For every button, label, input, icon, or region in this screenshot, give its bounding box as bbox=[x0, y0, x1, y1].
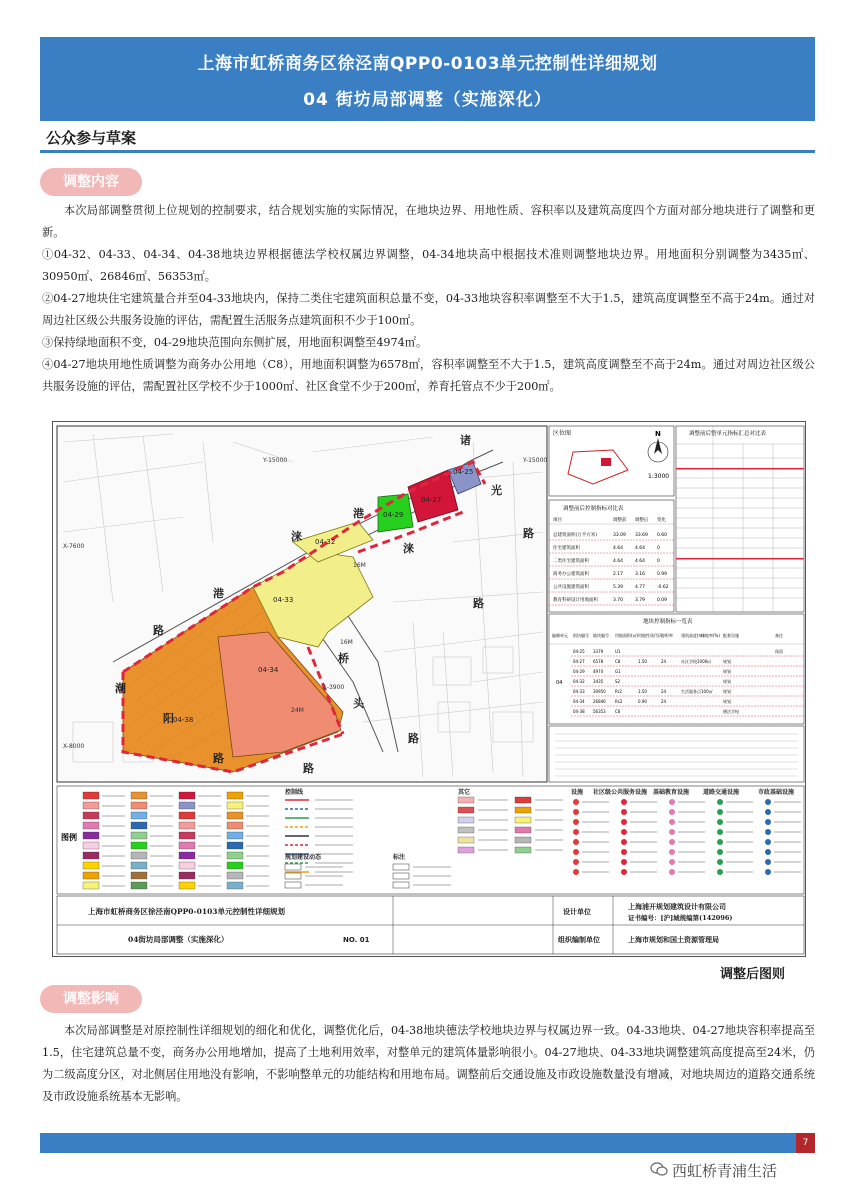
summary-cell: 0 bbox=[657, 546, 660, 551]
legend-swatch bbox=[83, 812, 99, 819]
legend-swatch bbox=[179, 812, 195, 819]
legend-group: 道路交通设施 bbox=[703, 789, 740, 796]
legend-facility-icon bbox=[669, 849, 675, 855]
notes-panel bbox=[549, 726, 804, 782]
plan-drawing bbox=[53, 422, 806, 957]
legend-swatch bbox=[179, 822, 195, 829]
legend-group: 设施 bbox=[571, 789, 584, 796]
legend-swatch bbox=[227, 872, 243, 879]
legend-group: 规划建设动态 bbox=[285, 854, 322, 861]
legend-facility-icon bbox=[573, 839, 579, 845]
legend-facility-icon bbox=[717, 869, 723, 875]
parcel-label: 04-38 bbox=[173, 716, 194, 724]
adjustment-item-3: ③保持绿地面积不变，04-29地块范围向东侧扩展，用地面积调整至4974㎡。 bbox=[42, 336, 428, 349]
control-title: 地块控制指标一览表 bbox=[643, 619, 693, 625]
control-header-cell: 用地面积(㎡) bbox=[615, 633, 639, 638]
summary-cell: 3.16 bbox=[635, 572, 646, 577]
control-header-cell: 用地性质代码 bbox=[638, 633, 662, 638]
road-label: 港 bbox=[213, 587, 224, 600]
control-cell: 德法学校 bbox=[723, 709, 739, 714]
legend-facility-icon bbox=[669, 819, 675, 825]
legend-swatch bbox=[131, 872, 147, 879]
scale-label: 1:3000 bbox=[648, 473, 670, 480]
summary-header-cell: 变化 bbox=[657, 518, 666, 523]
road-label: 光 bbox=[491, 484, 502, 497]
legend-swatch bbox=[131, 792, 147, 799]
stage-divider bbox=[40, 150, 815, 153]
legend-swatch bbox=[179, 862, 195, 869]
tb-sheet: 04街坊局部调整（实施深化） bbox=[128, 935, 229, 944]
control-cell: 3379 bbox=[593, 649, 604, 654]
control-cell: C8 bbox=[615, 659, 621, 664]
summary-cell: 住宅建筑面积 bbox=[553, 546, 580, 551]
legend-swatch bbox=[131, 822, 147, 829]
control-cell: 30950 bbox=[593, 689, 606, 694]
road-label: 潮 bbox=[115, 682, 126, 695]
control-cell: 0.90 bbox=[638, 699, 647, 704]
control-cell: S2 bbox=[615, 679, 621, 684]
control-cell: 生活服务点100㎡ bbox=[681, 689, 713, 694]
road-label: 路 bbox=[473, 597, 484, 610]
summary-cell: 33.69 bbox=[635, 533, 648, 538]
control-cell: 04-38 bbox=[573, 709, 585, 714]
parcel-label: 04-33 bbox=[273, 596, 294, 604]
coord-label: X-8000 bbox=[63, 743, 85, 750]
road-label: 路 bbox=[523, 527, 534, 540]
legend-swatch bbox=[179, 832, 195, 839]
adjustment-content bbox=[42, 200, 815, 398]
summary-cell: 4.64 bbox=[635, 559, 646, 564]
legend-facility-icon bbox=[765, 799, 771, 805]
legend-group: 市政基础设施 bbox=[758, 789, 795, 796]
adjustment-item-2: ②04-27地块住宅建筑量合并至04-33地块内，保持二类住宅建筑面积总量不变，04-33地块容积率调整至不大于1.5，建筑高度调整至不高于24m。通过对周边社区级公共服务设施的评估，需配置生活服务点建筑面积不少于100㎡。 bbox=[42, 292, 815, 327]
summary-cell: 3.70 bbox=[613, 598, 624, 603]
legend-facility-icon bbox=[573, 849, 579, 855]
wechat-icon bbox=[650, 1160, 668, 1178]
control-cell: 6578 bbox=[593, 659, 604, 664]
legend-swatch bbox=[83, 852, 99, 859]
summary-cell: 4.64 bbox=[613, 559, 624, 564]
page-mark-text: 7 bbox=[802, 1138, 809, 1148]
legend-facility-icon bbox=[669, 829, 675, 835]
legend-facility-icon bbox=[669, 809, 675, 815]
summary-cell: 33.09 bbox=[613, 533, 626, 538]
summary-title: 调整前后控制指标对比表 bbox=[563, 506, 624, 512]
legend-group: 标注 bbox=[393, 854, 406, 861]
coord-label: 1-3900 bbox=[323, 684, 345, 691]
control-cell: 24 bbox=[661, 659, 667, 664]
legend-facility-icon bbox=[717, 799, 723, 805]
legend-swatch bbox=[83, 822, 99, 829]
title-line-2: 04 街坊局部调整（实施深化） bbox=[303, 90, 552, 110]
legend-swatch bbox=[83, 792, 99, 799]
legend-facility-icon bbox=[621, 869, 627, 875]
legend-swatch bbox=[83, 862, 99, 869]
legend-swatch bbox=[131, 802, 147, 809]
summary-cell: 2.17 bbox=[613, 572, 624, 577]
legend-swatch bbox=[227, 802, 243, 809]
legend-swatch bbox=[227, 832, 243, 839]
legend-facility-icon bbox=[717, 849, 723, 855]
legend-facility-icon bbox=[669, 839, 675, 845]
summary-cell: 4.64 bbox=[613, 546, 624, 551]
control-cell: 04-29 bbox=[573, 669, 585, 674]
control-cell: U1 bbox=[615, 649, 621, 654]
legend-facility-icon bbox=[669, 869, 675, 875]
legend-facility-icon bbox=[717, 829, 723, 835]
legend-facility-icon bbox=[621, 829, 627, 835]
control-cell: 24 bbox=[661, 699, 667, 704]
control-cell: 规划 bbox=[723, 689, 731, 694]
control-cell: 规划 bbox=[723, 659, 731, 664]
legend-label: 图例 bbox=[61, 833, 77, 842]
summary-cell: 4.77 bbox=[635, 585, 646, 590]
legend-facility-icon bbox=[621, 799, 627, 805]
legend-facility-icon bbox=[669, 799, 675, 805]
control-cell: 1.50 bbox=[638, 659, 647, 664]
control-cell: 04-33 bbox=[573, 689, 585, 694]
legend-swatch bbox=[83, 842, 99, 849]
adjustment-item-1: ①04-32、04-33、04-34、04-38地块边界根据德法学校权属边界调整，04-34地块高中根据技术准则调整地块边界。用地面积分别调整为3435㎡、30950㎡、26846㎡、56353㎡。 bbox=[42, 248, 815, 283]
control-header-cell: 绿地率(%) bbox=[701, 633, 720, 638]
legend-facility-icon bbox=[669, 859, 675, 865]
title-banner bbox=[40, 37, 815, 121]
road-label: 桥 bbox=[338, 652, 349, 665]
watermark: 西虹桥青浦生活 bbox=[672, 1162, 778, 1180]
control-cell: 规划 bbox=[723, 679, 731, 684]
parcel-label: 04-32 bbox=[315, 538, 336, 546]
summary-header-cell: 调整后 bbox=[635, 518, 649, 523]
control-cell: 26846 bbox=[593, 699, 606, 704]
index-table bbox=[676, 426, 804, 612]
control-cell: 04-25 bbox=[573, 649, 585, 654]
tb-license: 证书编号：[沪]城规编第(142096) bbox=[628, 914, 733, 922]
impact-paragraph: 本次局部调整是对原控制性详细规划的细化和优化，调整优化后，04-38地块德法学校地块边界与权属边界一致。04-33地块、04-27地块容积率提高至1.5，住宅建筑总量不变，商务办公用地增加，提高了土地利用效率，对整单元的建筑体量影响很小。04-27地块、04-33地块调整建筑高度提高至24米，仍为二级高度分区，对北侧居住用地没有影响，不影响整单元的功能结构和用地布局。调整前后交通设施及市政设施数量没有增减，对地块周边的道路交通系统及市政设施系统基本无影响。 bbox=[42, 1024, 815, 1103]
legend-swatch bbox=[131, 852, 147, 859]
summary-cell: 4.64 bbox=[635, 546, 646, 551]
legend-swatch bbox=[179, 852, 195, 859]
stage-label: 公众参与草案 bbox=[46, 129, 137, 147]
control-cell: 04-27 bbox=[573, 659, 585, 664]
legend-facility-icon bbox=[765, 849, 771, 855]
parcel-label: 04-34 bbox=[258, 666, 279, 674]
north-label: N bbox=[655, 430, 661, 438]
parcel-label: 04-27 bbox=[421, 496, 442, 504]
impact-content bbox=[42, 1020, 815, 1108]
legend-swatch bbox=[227, 812, 243, 819]
control-cell: 24 bbox=[661, 689, 667, 694]
control-cell: 保留 bbox=[775, 649, 783, 654]
section-label-adjustment: 调整内容 bbox=[40, 168, 142, 196]
legend-facility-icon bbox=[573, 819, 579, 825]
control-header-cell: 备注 bbox=[775, 633, 783, 638]
legend-facility-icon bbox=[621, 819, 627, 825]
legend-swatch bbox=[227, 842, 243, 849]
control-unit-cell: 04 bbox=[556, 680, 563, 686]
summary-cell: -0.62 bbox=[657, 585, 669, 590]
control-cell: 规划 bbox=[723, 699, 731, 704]
legend-swatch bbox=[179, 872, 195, 879]
legend-facility-icon bbox=[765, 839, 771, 845]
regulatory-plan-map bbox=[52, 421, 806, 957]
legend-facility-icon bbox=[717, 859, 723, 865]
locator-label: 区位图 bbox=[553, 430, 572, 437]
legend-swatch bbox=[131, 862, 147, 869]
legend-facility-icon bbox=[573, 799, 579, 805]
legend-swatch bbox=[179, 882, 195, 889]
legend-swatch bbox=[83, 832, 99, 839]
control-header-cell: 配套设施 bbox=[723, 633, 739, 638]
control-cell: G1 bbox=[615, 669, 621, 674]
legend-swatch bbox=[179, 802, 195, 809]
adjustment-intro: 本次局部调整贯彻上位规划的控制要求，结合规划实施的实际情况，在地块边界、用地性质、容积率以及建筑高度四个方面对部分地块进行了调整和更新。 bbox=[42, 204, 815, 239]
control-cell: 04-34 bbox=[573, 699, 585, 704]
legend-swatch bbox=[131, 882, 147, 889]
legend-facility-icon bbox=[573, 829, 579, 835]
legend-facility-icon bbox=[717, 809, 723, 815]
legend-group: 控制线 bbox=[285, 789, 304, 796]
coord-label: Y-15000 bbox=[263, 457, 288, 464]
legend-facility-icon bbox=[621, 849, 627, 855]
legend-swatch bbox=[83, 882, 99, 889]
parcel-label: 04-25 bbox=[453, 468, 474, 476]
control-cell: 1.50 bbox=[638, 689, 647, 694]
legend-swatch bbox=[227, 882, 243, 889]
legend-facility-icon bbox=[621, 859, 627, 865]
summary-cell: 0.09 bbox=[657, 598, 668, 603]
summary-cell: 0.99 bbox=[657, 572, 668, 577]
legend-facility-icon bbox=[573, 809, 579, 815]
legend-swatch bbox=[227, 822, 243, 829]
road-label: 阳 bbox=[163, 712, 174, 725]
summary-cell: 0 bbox=[657, 559, 660, 564]
title-line-1: 上海市虹桥商务区徐泾南QPP0-0103单元控制性详细规划 bbox=[197, 54, 658, 74]
legend-swatch bbox=[179, 792, 195, 799]
legend-facility-icon bbox=[573, 859, 579, 865]
legend-swatch bbox=[179, 842, 195, 849]
summary-cell: 教育科研设计用地面积 bbox=[553, 598, 598, 603]
legend-swatch bbox=[131, 812, 147, 819]
legend-swatch bbox=[83, 802, 99, 809]
summary-cell: 商务办公建筑面积 bbox=[553, 572, 589, 577]
legend-group: 社区级公共服务设施 bbox=[593, 789, 648, 796]
control-cell: 社区学校1000㎡ bbox=[681, 659, 712, 664]
control-header-cell: 建筑高度(m) bbox=[681, 633, 705, 638]
parcel-label: 04-29 bbox=[383, 511, 404, 519]
control-header-cell: 街坊编号 bbox=[573, 633, 589, 638]
road-label: 涞 bbox=[291, 530, 302, 543]
legend-facility-icon bbox=[765, 829, 771, 835]
control-header-cell: 编制单元 bbox=[552, 633, 568, 638]
summary-cell: 3.79 bbox=[635, 598, 646, 603]
legend-swatch bbox=[83, 872, 99, 879]
coord-label: X-7600 bbox=[63, 543, 85, 550]
legend-swatch bbox=[227, 862, 243, 869]
control-cell: C6 bbox=[615, 709, 621, 714]
legend-group: 其它 bbox=[458, 789, 471, 796]
summary-cell: 5.39 bbox=[613, 585, 624, 590]
control-cell: 04-32 bbox=[573, 679, 585, 684]
road-label: 诸 bbox=[460, 434, 471, 447]
tb-org: 上海市规划和国土资源管理局 bbox=[628, 935, 719, 944]
control-header-cell: 容积率 bbox=[661, 633, 673, 638]
summary-table bbox=[549, 500, 674, 612]
summary-cell: 0.60 bbox=[657, 533, 668, 538]
footer-bar bbox=[40, 1133, 810, 1153]
adjustment-item-4: ④04-27地块用地性质调整为商务办公用地（C8），用地面积调整为6578㎡，容积率调整至不大于1.5，建筑高度调整至不高于24m。通过对周边社区级公共服务设施的评估，需配置社区学校不少于1000㎡、社区食堂不少于200㎡，养育托管点不少于200㎡。 bbox=[42, 358, 815, 393]
coord-label: 24M bbox=[291, 707, 304, 714]
legend-swatch bbox=[227, 792, 243, 799]
legend-facility-icon bbox=[621, 839, 627, 845]
legend-swatch bbox=[227, 852, 243, 859]
control-cell: 规划 bbox=[723, 669, 731, 674]
legend-facility-icon bbox=[765, 869, 771, 875]
summary-header-cell: 项目 bbox=[553, 518, 562, 523]
road-label: 路 bbox=[213, 752, 224, 765]
summary-header-cell: 调整前 bbox=[613, 518, 627, 523]
legend-facility-icon bbox=[765, 809, 771, 815]
legend-facility-icon bbox=[765, 859, 771, 865]
tb-design-label: 设计单位 bbox=[563, 907, 591, 916]
coord-label: 16M bbox=[340, 639, 353, 646]
coord-label: Y-15000 bbox=[523, 457, 548, 464]
tb-project: 上海市虹桥商务区徐泾南QPP0-0103单元控制性详细规划 bbox=[88, 907, 286, 916]
summary-cell: 总建筑面积(万平方米) bbox=[553, 533, 598, 538]
control-cell: Rr2 bbox=[615, 689, 622, 694]
road-label: 涞 bbox=[403, 542, 414, 555]
page-mark bbox=[796, 1133, 815, 1153]
summary-cell: 二类住宅建筑面积 bbox=[553, 559, 589, 564]
legend-swatch bbox=[131, 832, 147, 839]
control-header-cell: 地块编号 bbox=[593, 633, 609, 638]
coord-label: 16M bbox=[353, 562, 366, 569]
tb-org-label: 组织编制单位 bbox=[558, 935, 600, 944]
road-label: 头 bbox=[353, 697, 364, 710]
legend-facility-icon bbox=[717, 819, 723, 825]
legend-facility-icon bbox=[765, 819, 771, 825]
tb-design-unit: 上海浦开规划建筑设计有限公司 bbox=[628, 902, 726, 911]
legend-facility-icon bbox=[573, 869, 579, 875]
road-label: 港 bbox=[353, 507, 364, 520]
index-title: 调整前后整单元指标汇总对比表 bbox=[689, 431, 767, 437]
section-label-impact: 调整影响 bbox=[40, 985, 142, 1013]
plan-caption: 调整后图则 bbox=[720, 967, 786, 982]
road-label: 路 bbox=[153, 624, 164, 637]
legend-swatch bbox=[131, 842, 147, 849]
control-cell: Rs2 bbox=[615, 699, 623, 704]
control-cell: 4974 bbox=[593, 669, 604, 674]
tb-sheet-no: NO. 01 bbox=[343, 936, 370, 944]
control-cell: 56353 bbox=[593, 709, 606, 714]
control-table bbox=[549, 614, 804, 724]
legend-facility-icon bbox=[621, 809, 627, 815]
legend-group: 基础教育设施 bbox=[653, 789, 690, 796]
summary-cell: 公共设施建筑面积 bbox=[553, 585, 589, 590]
road-label: 路 bbox=[408, 732, 419, 745]
control-cell: 3435 bbox=[593, 679, 604, 684]
road-label: 路 bbox=[303, 762, 314, 775]
legend-facility-icon bbox=[717, 839, 723, 845]
